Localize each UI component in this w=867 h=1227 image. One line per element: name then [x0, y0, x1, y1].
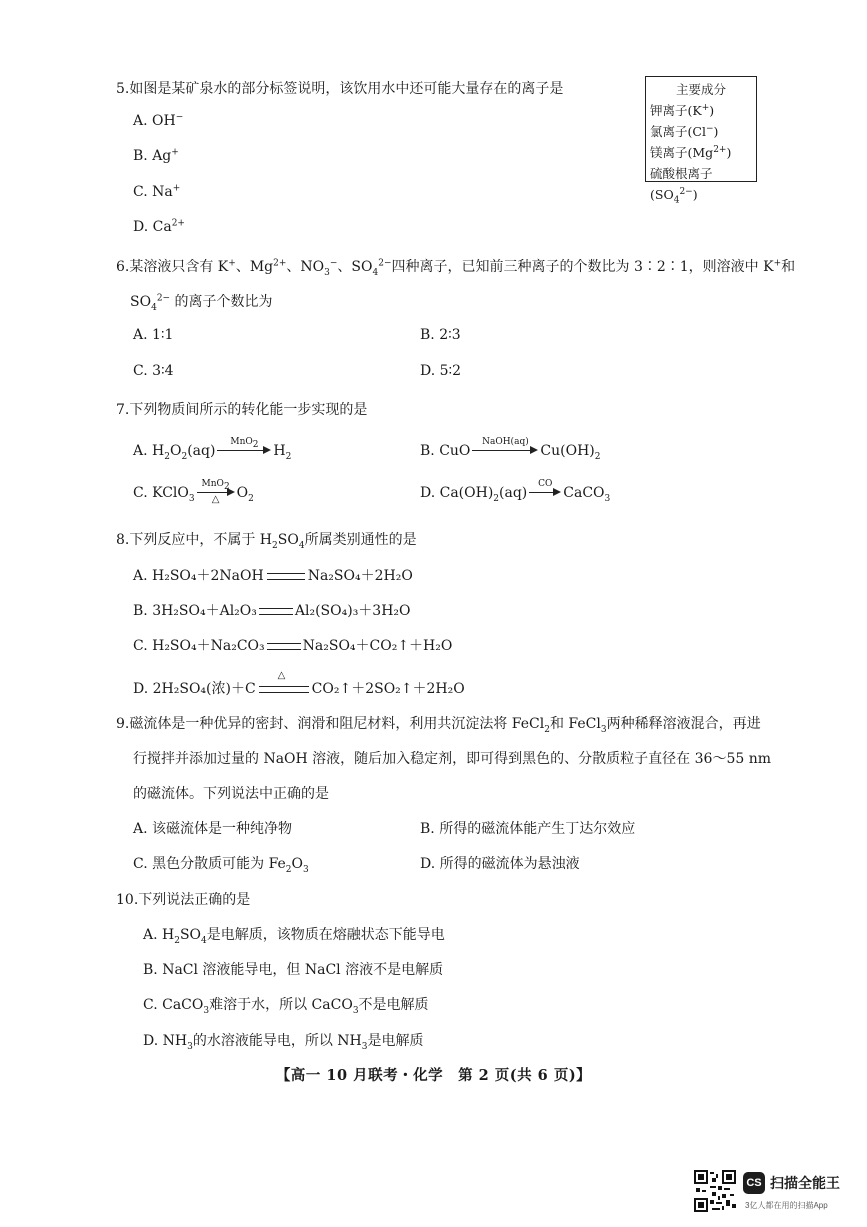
q8-option-d[interactable] — [133, 670, 465, 698]
q9-c-s2: 3 — [303, 864, 309, 875]
q5-d-text: D. Ca — [133, 219, 172, 235]
camscanner-name: 扫描全能王 — [770, 1175, 840, 1191]
q6-l1-a: 6.某溶液只含有 K — [116, 259, 229, 275]
q7-a-s1: 2 — [164, 451, 170, 462]
ion-box-title: 主要成分 — [675, 82, 726, 97]
q6-l1-c: 、NO — [286, 259, 325, 275]
q5-option-b[interactable] — [133, 148, 179, 164]
q8-d-heat: △ — [277, 670, 286, 681]
q6-l1-d-sup: 2− — [378, 258, 392, 269]
q7-b-pre: B. CuO — [420, 443, 471, 459]
q7-c-prod-sub: 2 — [248, 493, 254, 504]
q7-option-a[interactable] — [133, 437, 292, 462]
q8-b-equals — [257, 604, 295, 618]
ion-so4 — [650, 163, 752, 205]
q8-d-left: D. 2H₂SO₄(浓)＋C — [133, 681, 256, 697]
q9-l1-s1: 2 — [544, 724, 550, 735]
ion-k-sup: + — [701, 102, 710, 113]
q5-option-d[interactable] — [133, 219, 185, 235]
q7-option-d[interactable] — [420, 479, 611, 504]
ion-mg — [650, 142, 752, 163]
q5-a-sup: − — [175, 112, 184, 123]
ion-so-sup: 2− — [679, 186, 693, 197]
q9-l1-b: 和 FeCl — [549, 716, 601, 732]
q7-c-heat: △ — [211, 494, 220, 505]
qr-code-icon — [694, 1170, 736, 1212]
ion-so-sub: 4 — [673, 195, 680, 206]
q9-stem-line3: 的磁流体。下列说法中正确的是 — [133, 786, 329, 802]
page-footer: 【高一 10 月联考・化学 第 2 页(共 6 页)】 — [275, 1067, 592, 1084]
q6-stem-line2 — [130, 291, 273, 311]
q6-l1-d: 、SO — [337, 259, 373, 275]
q10-d-pre: D. NH — [143, 1033, 188, 1049]
q9-option-b[interactable]: B. 所得的磁流体能产生丁达尔效应 — [420, 821, 636, 837]
q8-c-right: Na₂SO₄＋CO₂↑＋H₂O — [302, 638, 453, 654]
q7-a-mid: O — [169, 443, 182, 459]
ion-cl-pre: 氯离子(Cl — [650, 124, 706, 139]
q7-a-s2: 2 — [181, 451, 188, 462]
q5-stem: 5.如图是某矿泉水的部分标签说明，该饮用水中还可能大量存在的离子是 — [116, 81, 564, 97]
q8-option-c[interactable] — [133, 635, 452, 655]
q7-a-pre: A. H — [133, 443, 165, 459]
q5-b-sup: + — [171, 147, 179, 158]
q7-c-sub: 3 — [188, 493, 195, 504]
ion-k-pre: 钾离子(K — [650, 103, 702, 118]
q10-a-s1: 2 — [174, 935, 180, 946]
q6-option-b[interactable]: B. 2∶3 — [420, 327, 461, 343]
q7-option-c[interactable] — [133, 479, 254, 505]
q8-stem-post: 所属类别通性的是 — [304, 532, 417, 548]
q10-d-s2: 3 — [361, 1041, 368, 1052]
q7-option-b[interactable] — [420, 437, 601, 462]
q10-option-c[interactable] — [143, 994, 429, 1014]
ion-mg-post: ) — [726, 145, 732, 160]
q6-option-d[interactable]: D. 5∶2 — [420, 363, 462, 379]
q6-l1-c-sup: − — [329, 258, 338, 269]
q8-stem — [116, 529, 417, 549]
q7-d-aq: (aq) — [499, 485, 528, 501]
q9-c-mid: O — [291, 856, 304, 872]
q6-l1-b-sup: 2+ — [273, 258, 287, 269]
q10-c-s2: 3 — [352, 1005, 359, 1016]
q10-option-b[interactable]: B. NaCl 溶液能导电，但 NaCl 溶液不是电解质 — [143, 962, 444, 978]
q9-l1-a: 9.磁流体是一种优异的密封、润滑和阻尼材料，利用共沉淀法将 FeCl — [116, 716, 545, 732]
q6-l1-c-sub: 3 — [324, 267, 330, 278]
q7-b-prod: Cu(OH) — [540, 443, 595, 459]
q10-option-a[interactable] — [143, 924, 445, 944]
q8-d-equals — [256, 670, 312, 696]
q7-b-cond: NaOH(aq) — [482, 437, 529, 447]
ion-k-post: ) — [709, 103, 715, 118]
q10-d-mid: 的水溶液能导电，所以 NH — [192, 1033, 362, 1049]
q9-c-pre: C. 黑色分散质可能为 Fe — [133, 856, 286, 872]
q6-l1-e-sup: + — [773, 258, 782, 269]
q10-a-mid: SO — [179, 927, 202, 943]
q8-a-right: Na₂SO₄＋2H₂O — [307, 568, 413, 584]
q9-option-d[interactable]: D. 所得的磁流体为悬浊液 — [420, 856, 580, 872]
q10-c-s1: 3 — [203, 1005, 210, 1016]
q7-d-cond: CO — [538, 479, 553, 489]
q5-option-c[interactable] — [133, 184, 180, 200]
q7-stem: 7.下列物质间所示的转化能一步实现的是 — [116, 402, 368, 418]
q10-a-s2: 4 — [201, 935, 207, 946]
q5-a-text: A. OH — [133, 113, 176, 129]
q7-a-cond-text: MnO — [230, 437, 253, 447]
q10-option-d[interactable] — [143, 1030, 423, 1050]
camscanner-tagline: 3亿人都在用的扫描App — [745, 1201, 828, 1210]
q5-option-a[interactable] — [133, 113, 183, 129]
q5-b-text: B. Ag — [133, 148, 172, 164]
q7-a-arrow — [215, 437, 273, 459]
q8-option-a[interactable] — [133, 565, 413, 585]
q6-option-a[interactable]: A. 1∶1 — [133, 327, 174, 343]
q6-l1-e: 四种离子，已知前三种离子的个数比为 3∶2∶1，则溶液中 K — [391, 259, 774, 275]
q10-c-post: 不是电解质 — [358, 997, 429, 1013]
q6-stem-line1 — [116, 256, 795, 276]
ion-cl-post: ) — [713, 124, 719, 139]
ion-so-post: ) — [692, 187, 698, 202]
q8-a-equals — [264, 569, 308, 583]
q10-c-mid: 难溶于水，所以 CaCO — [209, 997, 353, 1013]
q6-l2-b: 的离子个数比为 — [170, 294, 273, 310]
q7-b-arrow — [470, 437, 540, 459]
q9-c-s1: 2 — [285, 864, 292, 875]
q9-stem-line1 — [116, 713, 761, 733]
q10-a-pre: A. H — [143, 927, 175, 943]
q6-l2-a: SO — [130, 294, 152, 310]
q5-c-text: C. Na — [133, 184, 173, 200]
q10-stem: 10.下列说法正确的是 — [116, 892, 251, 908]
q6-l1-d-sub: 4 — [372, 267, 379, 278]
q8-c-left: C. H₂SO₄＋Na₂CO₃ — [133, 638, 265, 654]
q9-option-a[interactable]: A. 该磁流体是一种纯净物 — [133, 821, 293, 837]
ion-k — [650, 100, 752, 121]
q9-stem-line2: 行搅拌并添加过量的 NaOH 溶液，随后加入稳定剂，即可得到黑色的、分散质粒子直径在 36～55 nm — [133, 751, 772, 767]
q6-l1-a-sup: + — [228, 258, 236, 269]
q7-d-arrow — [527, 479, 563, 501]
q7-a-prod-sub: 2 — [285, 451, 292, 462]
q7-d-prod: CaCO — [563, 485, 605, 501]
ion-mg-pre: 镁离子(Mg — [650, 145, 714, 160]
q7-c-pre: C. KClO — [133, 485, 189, 501]
ion-cl — [650, 121, 752, 142]
q6-option-c[interactable]: C. 3∶4 — [133, 363, 174, 379]
q7-d-prod-sub: 3 — [604, 493, 611, 504]
q8-stem-mid: SO — [277, 532, 299, 548]
q10-a-post: 是电解质，该物质在熔融状态下能导电 — [206, 927, 445, 943]
q6-l1-b: 、Mg — [235, 259, 274, 275]
q10-c-pre: C. CaCO — [143, 997, 204, 1013]
q7-c-cond-text: MnO — [201, 479, 224, 489]
q5-d-sup: 2+ — [171, 218, 185, 229]
ion-cl-sup: − — [705, 123, 714, 134]
q6-l2-a-sub: 4 — [151, 302, 157, 313]
q8-option-b[interactable] — [133, 600, 411, 620]
q7-d-sub: 2 — [493, 493, 500, 504]
q7-c-arrow — [195, 479, 237, 505]
q7-c-prod: O — [236, 485, 249, 501]
q8-stem-pre: 8.下列反应中，不属于 H — [116, 532, 273, 548]
q8-b-left: B. 3H₂SO₄＋Al₂O₃ — [133, 603, 257, 619]
q7-a-prod: H — [273, 443, 286, 459]
camscanner-logo-icon: CS — [743, 1172, 765, 1194]
q5-c-sup: + — [172, 183, 181, 194]
q7-b-prod-sub: 2 — [594, 451, 601, 462]
ion-so-pre: 硫酸根离子(SO — [650, 166, 713, 202]
q7-a-aq: (aq) — [187, 443, 216, 459]
q7-a-cond-sub: 2 — [252, 439, 259, 450]
q8-c-equals — [265, 639, 303, 653]
q8-stem-s1: 2 — [272, 540, 278, 551]
ion-label-box — [645, 76, 757, 206]
q7-d-pre: D. Ca(OH) — [420, 485, 494, 501]
q6-l1-f: 和 — [781, 259, 796, 275]
q8-b-right: Al₂(SO₄)₃＋3H₂O — [294, 603, 411, 619]
q9-l1-s2: 3 — [600, 724, 607, 735]
q9-l1-c: 两种稀释溶液混合，再进 — [606, 716, 761, 732]
q7-c-cond-sub: 2 — [223, 481, 230, 492]
q8-a-left: A. H₂SO₄＋2NaOH — [133, 568, 264, 584]
q9-option-c[interactable] — [133, 853, 309, 873]
q10-d-post: 是电解质 — [367, 1033, 424, 1049]
q10-d-s1: 3 — [187, 1041, 193, 1052]
q6-l2-a-sup: 2− — [156, 293, 171, 304]
q8-stem-s2: 4 — [298, 540, 305, 551]
ion-mg-sup: 2+ — [713, 144, 727, 155]
q8-d-right: CO₂↑＋2SO₂↑＋2H₂O — [311, 681, 465, 697]
